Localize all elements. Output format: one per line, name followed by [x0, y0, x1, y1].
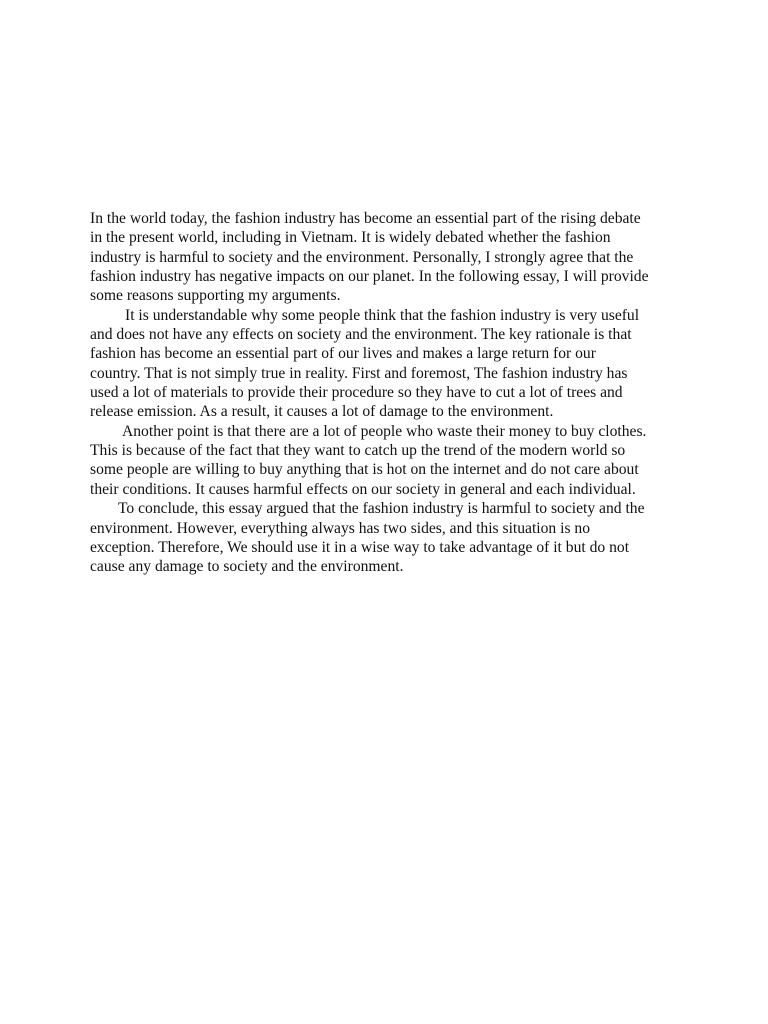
text-line: their conditions. It causes harmful effects on our society in general and each individual. [90, 480, 636, 498]
text-line: release emission. As a result, it causes a lot of damage to the environment. [90, 403, 554, 421]
text-line: and does not have any effects on society and the environment. The key rationale is that [90, 326, 632, 344]
text-line: country. That is not simply true in reality. First and foremost, The fashion industry has [90, 364, 628, 382]
text-line: Another point is that there are a lot of people who waste their money to buy clothes. [122, 422, 647, 440]
paragraph-body-2 [90, 422, 680, 499]
paragraph-introduction [90, 209, 680, 306]
text-line: used a lot of materials to provide their procedure so they have to cut a lot of trees and [90, 384, 623, 402]
text-line: environment. However, everything always has two sides, and this situation is no [90, 519, 591, 537]
text-line: cause any damage to society and the environment. [90, 558, 404, 576]
paragraph-body-1 [90, 306, 680, 422]
text-line: some people are willing to buy anything that is hot on the internet and do not care about [90, 461, 639, 479]
text-line: fashion industry has negative impacts on our planet. In the following essay, I will provide [90, 268, 649, 286]
text-line: It is understandable why some people think that the fashion industry is very useful [125, 306, 640, 324]
text-line: fashion has become an essential part of our lives and makes a large return for our [90, 345, 596, 363]
text-line: some reasons supporting my arguments. [90, 287, 341, 305]
text-line: This is because of the fact that they want to catch up the trend of the modern world so [90, 442, 626, 460]
paragraph-conclusion [90, 499, 680, 576]
text-line: In the world today, the fashion industry has become an essential part of the rising debate [90, 210, 641, 227]
text-line: industry is harmful to society and the environment. Personally, I strongly agree that the [90, 248, 634, 266]
text-line: To conclude, this essay argued that the fashion industry is harmful to society and the [118, 500, 645, 518]
text-line: in the present world, including in Vietnam. It is widely debated whether the fashion [90, 229, 611, 247]
essay-body [90, 209, 680, 577]
text-line: exception. Therefore, We should use it in a wise way to take advantage of it but do not [90, 538, 630, 556]
